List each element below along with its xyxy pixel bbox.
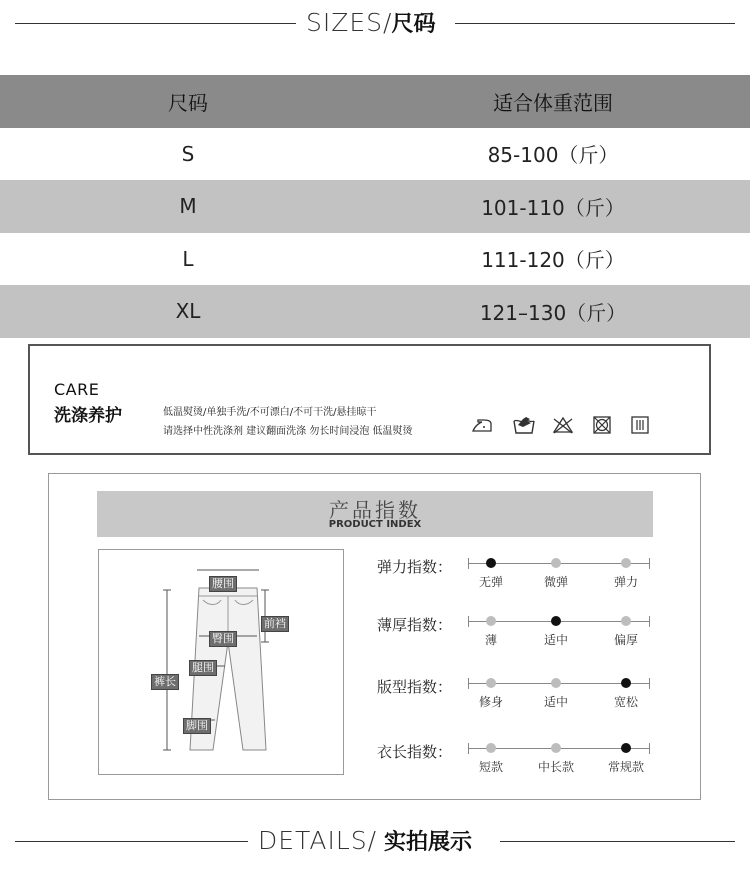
details-title-en: DETAILS bbox=[258, 826, 368, 855]
index-row-elasticity bbox=[377, 556, 667, 606]
index-option: 宽松 bbox=[613, 695, 639, 709]
index-dot bbox=[486, 616, 496, 626]
index-dot bbox=[486, 743, 496, 753]
details-title bbox=[258, 821, 472, 861]
index-track bbox=[468, 621, 650, 622]
index-label: 薄厚指数： bbox=[377, 616, 453, 634]
index-dot bbox=[621, 616, 631, 626]
divider-right bbox=[455, 23, 735, 24]
sizes-title-cn: 尺码 bbox=[391, 12, 436, 37]
tag-hem: 脚围 bbox=[183, 718, 211, 734]
hand-wash-icon bbox=[512, 415, 536, 435]
index-dot bbox=[551, 558, 561, 568]
index-option: 适中 bbox=[543, 633, 569, 647]
index-row-fit bbox=[377, 676, 667, 726]
no-bleach-icon bbox=[552, 416, 574, 434]
index-option: 偏厚 bbox=[613, 633, 639, 647]
tag-waist: 腰围 bbox=[209, 576, 237, 592]
index-dot bbox=[621, 678, 631, 688]
sizes-title-slash: / bbox=[383, 8, 392, 37]
index-track bbox=[468, 748, 650, 749]
index-dot bbox=[551, 678, 561, 688]
sizes-heading bbox=[0, 3, 750, 43]
tag-front-rise: 前裆 bbox=[261, 616, 289, 632]
index-option: 常规款 bbox=[607, 760, 645, 774]
product-index-panel bbox=[48, 473, 701, 800]
care-title-cn: 洗涤养护 bbox=[54, 406, 122, 426]
index-label: 弹力指数： bbox=[377, 558, 453, 576]
index-track bbox=[468, 683, 650, 684]
table-row bbox=[0, 285, 750, 338]
details-heading bbox=[0, 821, 750, 861]
care-panel bbox=[28, 344, 711, 455]
weight-cell: 121–130（斤） bbox=[479, 300, 627, 325]
index-label: 版型指数： bbox=[377, 678, 453, 696]
index-dot bbox=[621, 743, 631, 753]
care-instructions-line2: 请选择中性洗涤剂 建议翻面洗涤 勿长时间浸泡 低温熨烫 bbox=[163, 426, 413, 437]
size-table-header bbox=[0, 75, 750, 128]
size-cell: XL bbox=[175, 299, 201, 324]
no-dry-clean-icon bbox=[592, 415, 612, 435]
weight-cell: 111-120（斤） bbox=[481, 248, 625, 273]
header-weight-range: 适合体重范围 bbox=[493, 90, 613, 115]
table-row bbox=[0, 180, 750, 233]
index-option: 弹力 bbox=[613, 575, 639, 589]
index-option: 薄 bbox=[484, 633, 498, 647]
index-track bbox=[468, 563, 650, 564]
index-dot bbox=[486, 678, 496, 688]
table-row bbox=[0, 128, 750, 181]
index-dot bbox=[551, 743, 561, 753]
hang-dry-icon bbox=[630, 415, 650, 435]
index-row-thickness bbox=[377, 614, 667, 664]
index-option: 中长款 bbox=[537, 760, 575, 774]
index-row-length bbox=[377, 741, 667, 791]
care-instructions-line1: 低温熨烫/单独手洗/不可漂白/不可干洗/悬挂晾干 bbox=[163, 407, 377, 418]
divider-left bbox=[15, 23, 296, 24]
weight-cell: 85-100（斤） bbox=[487, 143, 619, 168]
weight-cell: 101-110（斤） bbox=[481, 195, 625, 220]
iron-low-icon bbox=[470, 418, 494, 434]
index-label: 衣长指数： bbox=[377, 743, 453, 761]
product-index-title-cn: 产品指数 bbox=[329, 498, 421, 522]
pants-measurement-diagram bbox=[98, 549, 344, 775]
details-title-cn: 实拍展示 bbox=[384, 830, 473, 855]
header-size: 尺码 bbox=[168, 90, 208, 115]
product-index-title-en: PRODUCT INDEX bbox=[328, 519, 422, 530]
table-row bbox=[0, 233, 750, 286]
size-cell: L bbox=[182, 246, 194, 271]
care-title-en: CARE bbox=[54, 380, 100, 399]
index-option: 无弹 bbox=[478, 575, 504, 589]
tag-length: 裤长 bbox=[151, 674, 179, 690]
tag-hip: 臀围 bbox=[209, 631, 237, 647]
sizes-title bbox=[306, 3, 436, 43]
index-option: 短款 bbox=[478, 760, 504, 774]
divider-right bbox=[500, 841, 735, 842]
index-option: 微弹 bbox=[543, 575, 569, 589]
size-cell: M bbox=[179, 194, 197, 219]
index-dot bbox=[486, 558, 496, 568]
tag-thigh: 腿围 bbox=[189, 660, 217, 676]
sizes-title-en: SIZES bbox=[306, 8, 384, 37]
size-cell: S bbox=[181, 141, 195, 166]
product-index-header bbox=[97, 491, 653, 537]
index-option: 适中 bbox=[543, 695, 569, 709]
divider-left bbox=[15, 841, 248, 842]
index-option: 修身 bbox=[478, 695, 504, 709]
index-dot bbox=[551, 616, 561, 626]
size-table bbox=[0, 75, 750, 338]
details-title-slash: / bbox=[367, 826, 385, 855]
index-dot bbox=[621, 558, 631, 568]
